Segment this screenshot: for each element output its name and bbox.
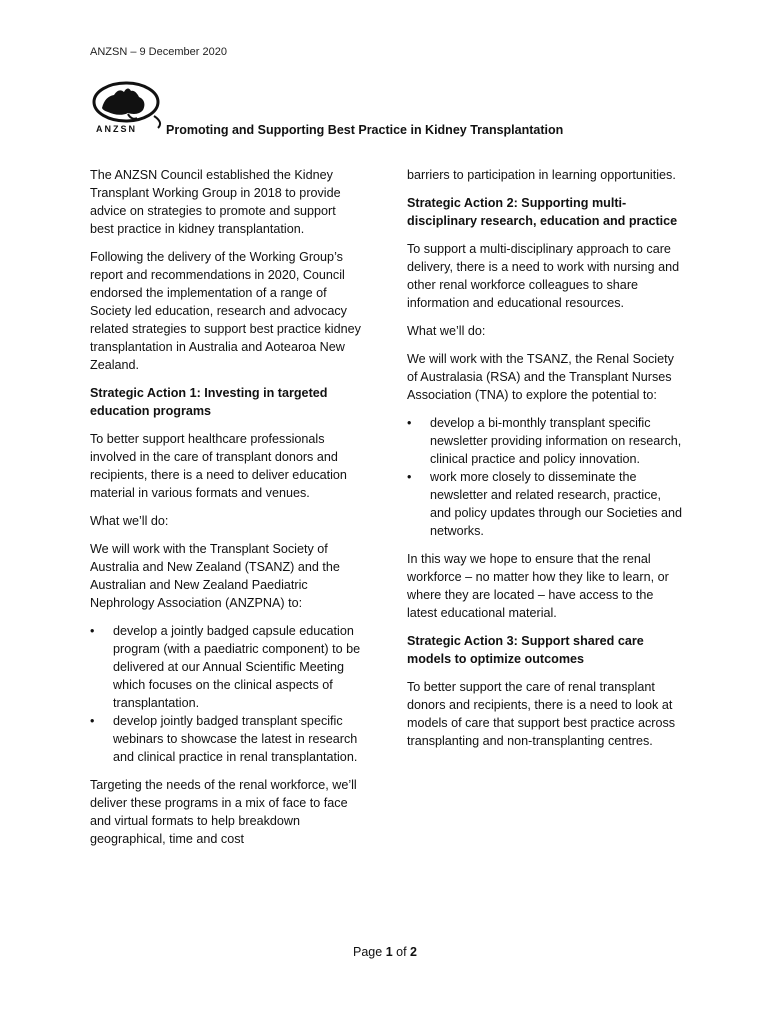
paragraph: Targeting the needs of the renal workforce, we’ll deliver these programs in a mix of face to face and virtual formats to help breakdown geographical, time and cost <box>90 778 357 846</box>
page-total: 2 <box>410 945 417 959</box>
page-of: of <box>396 945 407 959</box>
paragraph: The ANZSN Council established the Kidney Transplant Working Group in 2018 to provide advice on strategies to promote and support best practice in kidney transplantation. <box>90 168 341 236</box>
page-number <box>0 945 770 959</box>
header-date: ANZSN – 9 December 2020 <box>90 46 227 58</box>
paragraph: What we’ll do: <box>407 324 486 338</box>
document-title: Promoting and Supporting Best Practice in Kidney Transplantation <box>166 123 564 137</box>
list-item: • work more closely to disseminate the newsletter and related research, practice, and policy updates through our Societies and networks. <box>407 468 683 540</box>
paragraph: In this way we hope to ensure that the renal workforce – no matter how they like to learn, or where they are located – have access to the latest educational material. <box>407 552 669 620</box>
paragraph: We will work with the TSANZ, the Renal Society of Australasia (RSA) and the Transplant Nurses Association (TNA) to explore the potential to: <box>407 352 674 402</box>
bullet-list <box>90 622 362 766</box>
paragraph: barriers to participation in learning opportunities. <box>407 168 676 182</box>
section-heading: Strategic Action 2: Supporting multi-disciplinary research, education and practice <box>407 196 678 228</box>
list-item: • develop jointly badged transplant specific webinars to showcase the latest in research and clinical practice in renal transplantation. <box>90 712 362 766</box>
paragraph: What we’ll do: <box>90 514 169 528</box>
page-word: Page <box>353 945 383 959</box>
paragraph: To support a multi-disciplinary approach to care delivery, there is a need to work with nursing and other renal workforce colleagues to share information and educational resources. <box>407 242 680 310</box>
section-heading: Strategic Action 1: Investing in targeted education programs <box>90 386 328 418</box>
paragraph: To better support healthcare professionals involved in the care of transplant donors and recipients, there is a need to deliver education material in various formats and venues. <box>90 432 347 500</box>
left-column <box>90 166 362 858</box>
list-item: • develop a bi-monthly transplant specific newsletter providing information on research, clinical practice and policy innovation. <box>407 414 683 468</box>
right-column <box>407 166 683 760</box>
section-heading: Strategic Action 3: Support shared care models to optimize outcomes <box>407 634 644 666</box>
logo-text: ANZSN <box>96 124 137 134</box>
page-current: 1 <box>385 945 393 959</box>
paragraph: To better support the care of renal transplant donors and recipients, there is a need to look at models of care that support best practice across transplanting and non-transplanting centres. <box>407 680 676 748</box>
bullet-list <box>407 414 683 540</box>
paragraph: We will work with the Transplant Society of Australia and New Zealand (TSANZ) and the Australian and New Zealand Paediatric Nephrology Association (ANZPNA) to: <box>90 542 340 610</box>
paragraph: Following the delivery of the Working Group’s report and recommendations in 2020, Council endorsed the implementation of a range of Society led education, research and advocacy related strategies to support best practice kidney transplantation in Australia and Aotearoa New Zealand. <box>90 250 361 372</box>
list-item: • develop a jointly badged capsule education program (with a paediatric component) to be delivered at our Annual Scientific Meeting which focuses on the clinical aspects of transplantation. <box>90 622 362 712</box>
